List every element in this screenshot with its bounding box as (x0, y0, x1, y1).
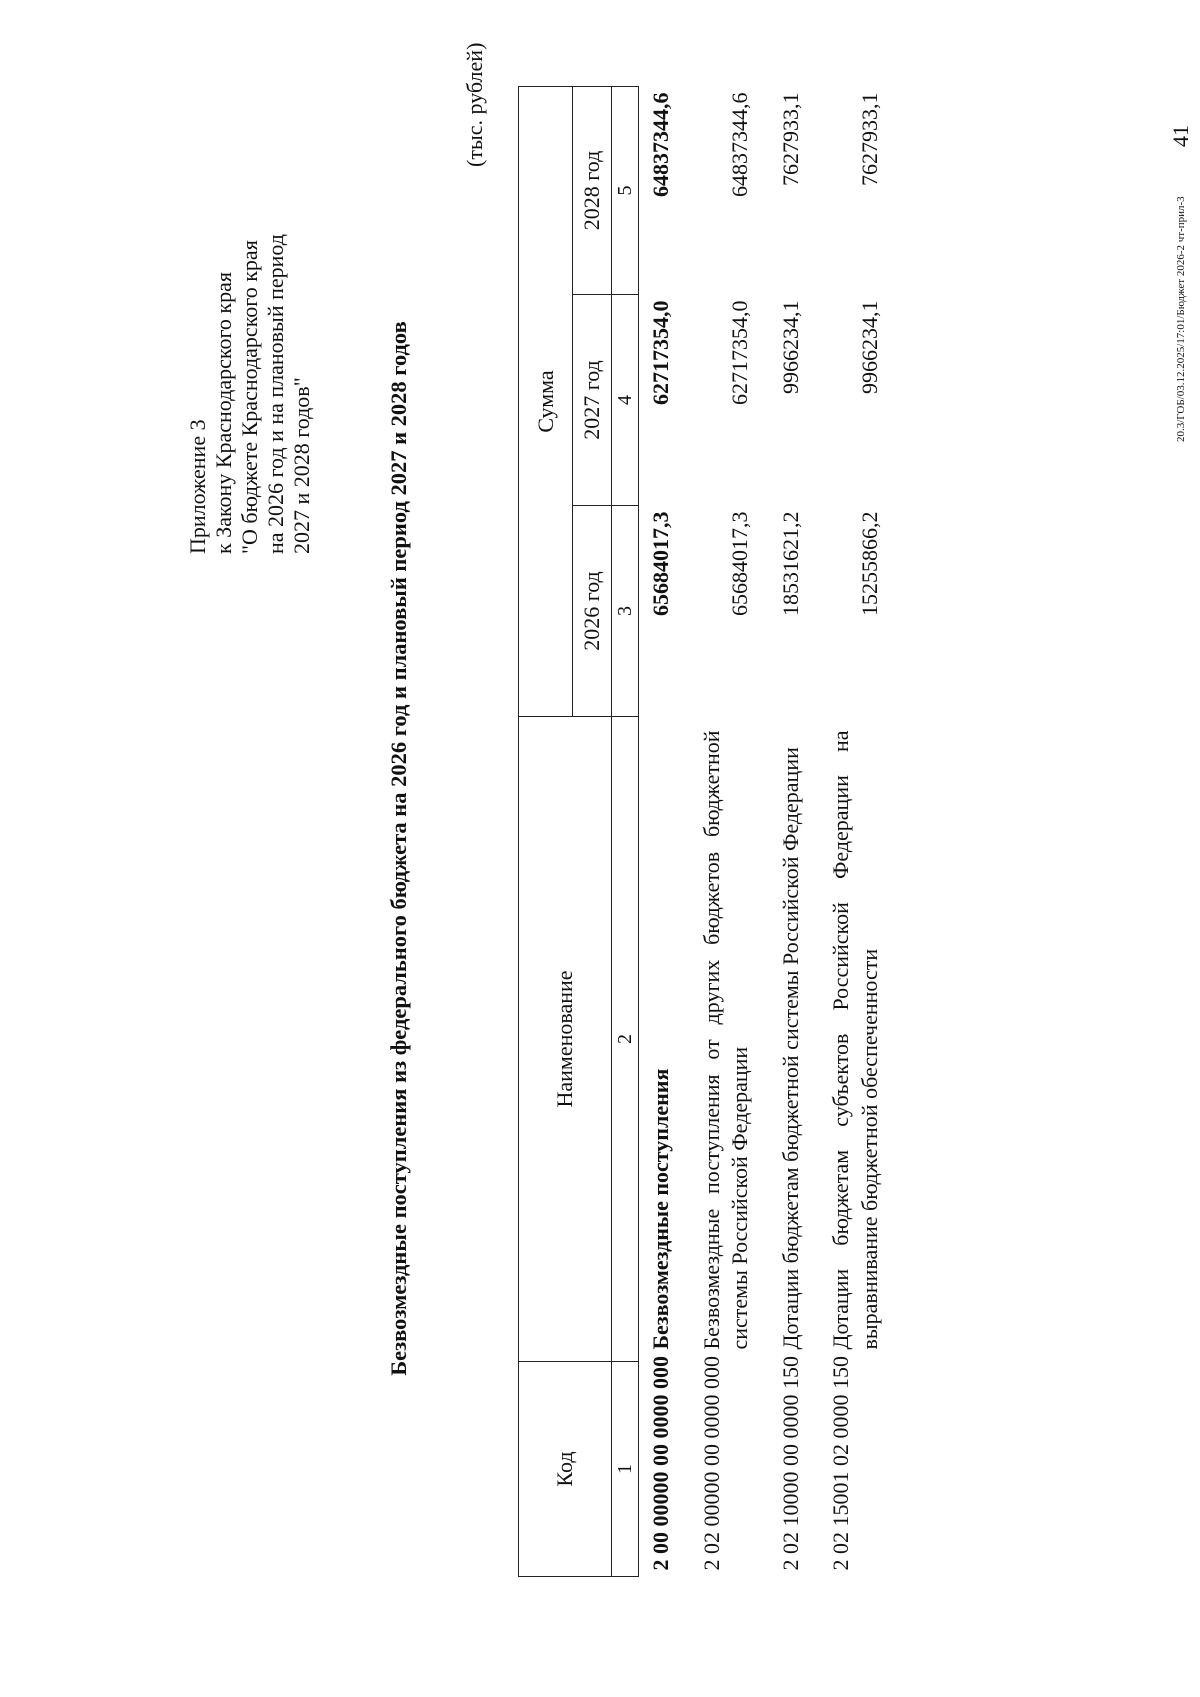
row-code: 2 00 00000 00 0000 000 (648, 1356, 673, 1571)
header-2028: 2028 год (573, 86, 612, 294)
row-code: 2 02 00000 00 0000 000 (698, 1356, 724, 1571)
row-value-2026: 18531621,2 (777, 511, 803, 616)
row-value-2026: 15255866,2 (856, 511, 882, 616)
header-col-number: 3 (612, 506, 639, 717)
unit-label: (тыс. рублей) (462, 42, 487, 167)
row-name: Дотации бюджетам субъектов Российской Федерации на выравнивание бюджетной обеспеченности (828, 730, 882, 1350)
row-code: 2 02 15001 02 0000 150 (828, 1356, 854, 1571)
header-2026: 2026 год (573, 506, 612, 717)
appendix-line-4: на 2026 год и на плановый период (262, 234, 288, 554)
row-value-2028: 7627933,1 (856, 92, 882, 186)
table-row (690, 86, 769, 1576)
header-sum: Сумма (519, 86, 573, 716)
row-value-2028: 7627933,1 (777, 92, 803, 186)
page-number: 41 (1168, 125, 1193, 147)
row-value-2027: 62717354,0 (648, 300, 673, 405)
row-name: Безвозмездные поступления (648, 1068, 673, 1350)
row-name: Безвозмездные поступления от других бюджетов бюджетной системы Российской Федерации (698, 730, 753, 1350)
appendix-line-2: к Закону Краснодарского края (210, 271, 236, 554)
header-name: Наименование (519, 717, 612, 1362)
revenue-table (518, 86, 899, 1577)
table-row (769, 86, 820, 1576)
header-col-number: 4 (612, 295, 639, 506)
document-footer: 20.3/ГОБ/03.12.2025/17:01/Бюджет 2026-2 чт-прил-3 (1175, 196, 1187, 442)
header-2027: 2027 год (573, 295, 612, 506)
row-value-2026: 65684017,3 (648, 511, 673, 616)
appendix-line-5: 2027 и 2028 годов" (288, 377, 314, 554)
header-col-number: 5 (612, 86, 639, 294)
table-row (819, 86, 898, 1576)
header-code: Код (519, 1362, 612, 1577)
row-value-2027: 9966234,1 (856, 300, 882, 394)
row-value-2028: 64837344,6 (648, 92, 673, 197)
row-name: Дотации бюджетам бюджетной системы Российской Федерации (777, 747, 803, 1350)
header-col-number: 2 (612, 717, 639, 1362)
row-code: 2 02 10000 00 0000 150 (777, 1356, 803, 1571)
appendix-line-1: Приложение 3 (185, 419, 210, 554)
row-value-2027: 9966234,1 (777, 300, 803, 394)
row-value-2026: 65684017,3 (727, 511, 753, 616)
appendix-note (185, 14, 315, 554)
row-value-2028: 64837344,6 (727, 92, 753, 197)
table-row (639, 86, 690, 1576)
row-value-2027: 62717354,0 (727, 300, 753, 405)
appendix-line-3: "О бюджете Краснодарского края (236, 240, 262, 554)
header-col-number: 1 (612, 1362, 639, 1577)
document-title: Безвозмездные поступления из федерального бюджета на 2026 год и плановый период 2027 и 2028 годов (386, 321, 411, 1376)
